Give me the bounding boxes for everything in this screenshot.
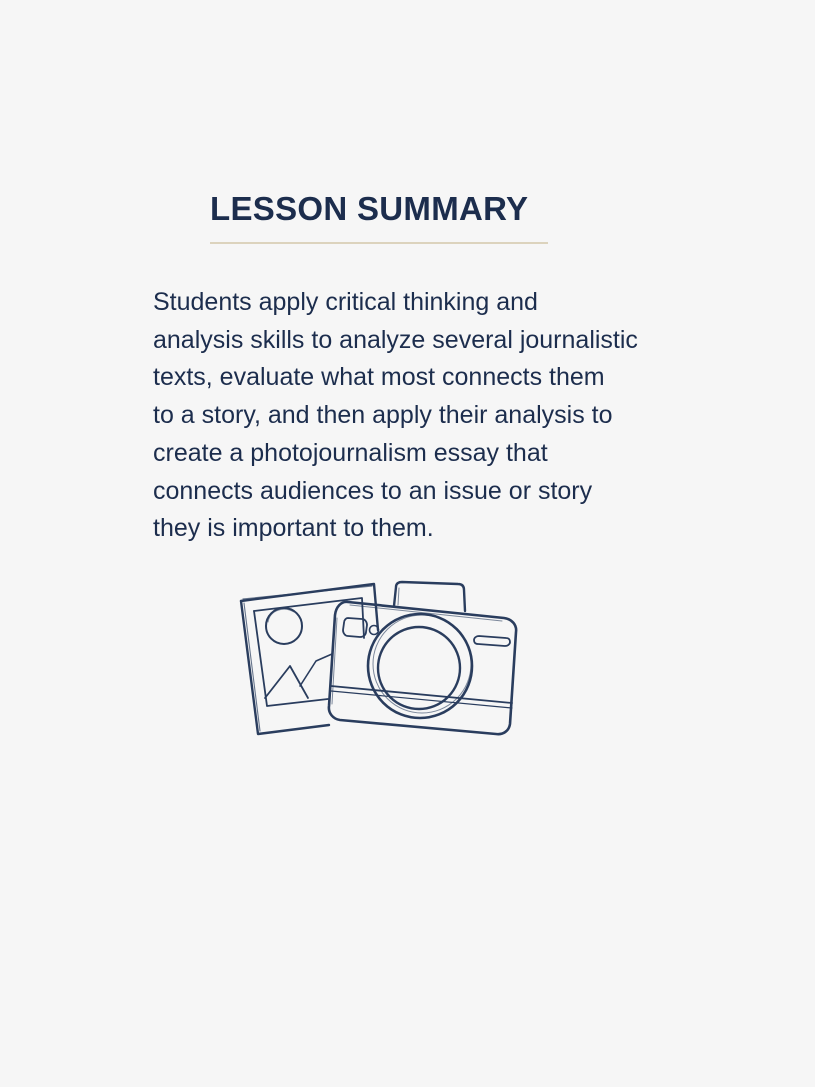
summary-line: texts, evaluate what most connects them: [153, 363, 605, 392]
title-divider: [210, 242, 548, 244]
summary-line: they is important to them.: [153, 514, 434, 543]
summary-line: to a story, and then apply their analysis to: [153, 401, 613, 430]
camera-icon: [329, 582, 516, 734]
lesson-summary-text: [153, 284, 673, 548]
summary-line: create a photojournalism essay that: [153, 438, 548, 467]
page-title: LESSON SUMMARY: [210, 190, 529, 227]
photo-and-camera-sketch-icon: [236, 578, 522, 740]
summary-line: Students apply critical thinking and: [153, 288, 538, 316]
summary-line: analysis skills to analyze several journalistic: [153, 325, 638, 354]
summary-line: connects audiences to an issue or story: [153, 476, 593, 505]
photo-icon: [241, 584, 378, 734]
